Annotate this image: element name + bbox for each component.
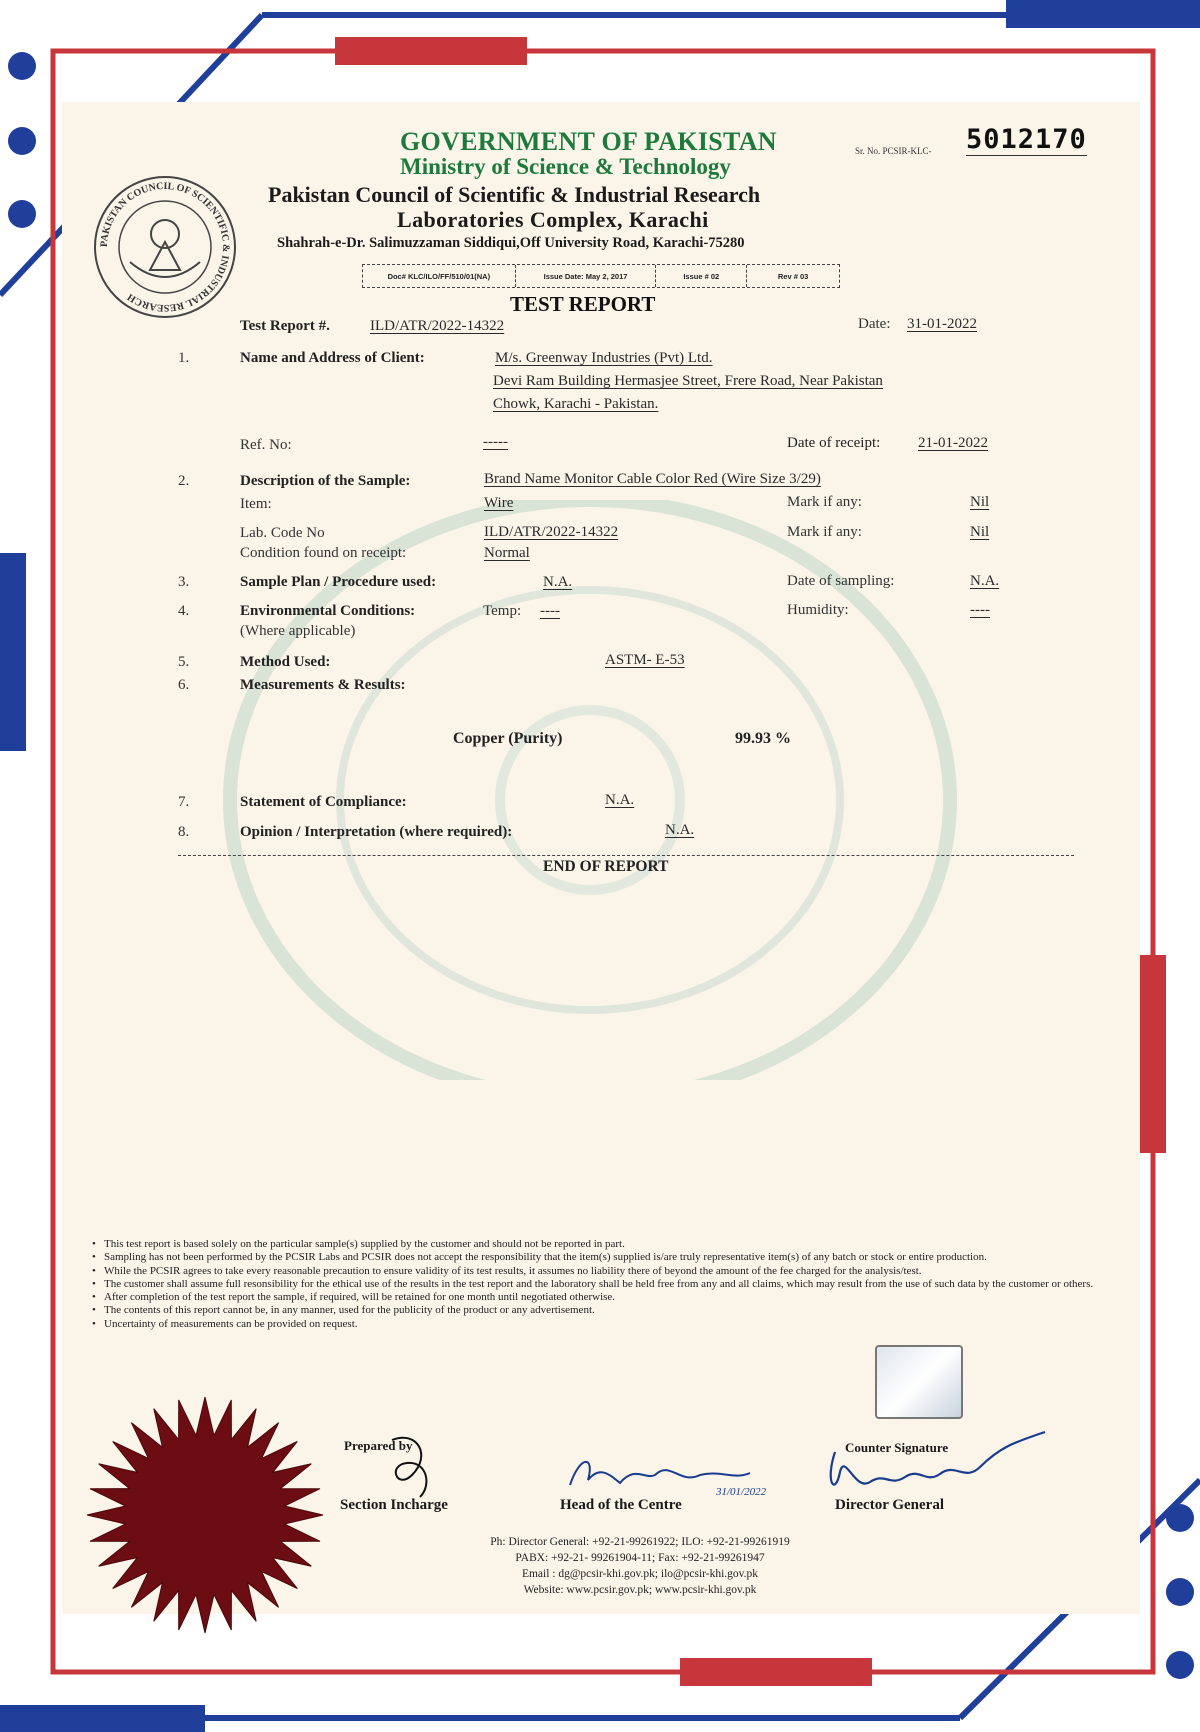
opinion-value: N.A. [665,822,695,838]
note-item: • While the PCSIR agrees to take every reasonable precaution to ensure validity of its test results, it assumes no liability there of beyond the amount of the fee charged for the analysis/test. [92,1265,1112,1278]
end-of-report: END OF REPORT [543,858,669,875]
frame-bar-left [0,553,26,751]
item-index: 5. [178,654,190,670]
temp-value: ---- [540,603,560,619]
sample-plan-value: N.A. [543,574,573,590]
end-divider [178,855,1074,856]
section-incharge-label: Section Incharge [340,1497,448,1513]
client-name: M/s. Greenway Industries (Pvt) Ltd. [495,350,713,366]
item-value: Wire [484,495,514,511]
ref-value: ----- [483,434,508,450]
report-title: TEST REPORT [510,292,656,316]
humidity-label: Humidity: [787,602,849,618]
report-date-label: Date: [858,316,891,332]
serial-number: 5012170 [966,124,1087,155]
frame-bar-red-top [335,37,527,65]
frame-dot [8,200,36,228]
doc-number: Doc# KLC/ILO/FF/510/01(NA) [363,265,516,287]
official-seal [85,1395,325,1635]
frame-bar-red-right [1140,955,1166,1153]
hologram-sticker [875,1345,963,1419]
frame-bar-top-right [1006,0,1200,28]
client-label: Name and Address of Client: [240,350,425,366]
council-title: Pakistan Council of Scientific & Industrial Research [268,182,761,207]
mark-label: Mark if any: [787,494,862,510]
prepared-by-label: Prepared by [344,1438,413,1453]
environment-sub-label: (Where applicable) [240,623,356,639]
item-index: 4. [178,603,190,619]
note-item: • After completion of the test report the sample, if required, will be retained for one month until negotiated otherwise. [92,1291,1112,1304]
director-signature [815,1422,1055,1507]
item-label: Item: [240,496,272,512]
item-index: 3. [178,574,190,590]
frame-dot [1166,1504,1194,1532]
environment-label: Environmental Conditions: [240,603,416,619]
lab-code-value: ILD/ATR/2022-14322 [484,524,619,540]
sampling-date-value: N.A. [970,573,1000,589]
head-of-centre-label: Head of the Centre [560,1497,682,1513]
opinion-label: Opinion / Interpretation (where required): [240,824,513,840]
compliance-label: Statement of Compliance: [240,794,407,810]
report-date: 31-01-2022 [907,316,977,332]
note-item: • The contents of this report cannot be, in any manner, used for the publicity of the product or any advertisement. [92,1304,1112,1317]
sample-plan-label: Sample Plan / Procedure used: [240,574,437,590]
doc-issue-date: Issue Date: May 2, 2017 [516,265,657,287]
mark2-label: Mark if any: [787,524,862,540]
ministry-title: Ministry of Science & Technology [400,154,731,179]
receipt-date-label: Date of receipt: [787,435,881,451]
humidity-value: ---- [970,602,990,618]
svg-text:PAKISTAN COUNCIL OF SCIENTIFIC: PAKISTAN COUNCIL OF SCIENTIFIC & INDUSTRIAL RESEARCH [98,180,232,314]
contact-pabx: PABX: +92-21- 99261904-11; Fax: +92-21-99261947 [515,1552,765,1564]
receipt-date: 21-01-2022 [918,435,988,451]
note-item: • The customer shall assume full resonsibility for the ethical use of the results in the test report and the laboratory shall be held free from any and all claims, which may result from the use of such data by the customer or others. [92,1278,1112,1291]
contact-phone: Ph: Director General: +92-21-99261922; ILO: +92-21-99261919 [490,1536,790,1548]
measurement-result: 99.93 % [735,730,791,747]
condition-value: Normal [484,545,530,561]
head-sign-date: 31/01/2022 [716,1486,767,1498]
serial-label: Sr. No. PCSIR-KLC- [855,146,932,156]
counter-signature-label: Counter Signature [845,1440,949,1455]
lab-code-label: Lab. Code No [240,525,325,541]
compliance-value: N.A. [605,792,635,808]
contact-website: Website: www.pcsir.gov.pk; www.pcsir-khi.gov.pk [523,1584,757,1596]
lab-complex-title: Laboratories Complex, Karachi [397,207,709,232]
government-title: GOVERNMENT OF PAKISTAN [400,127,777,156]
note-item: • This test report is based solely on the particular sample(s) supplied by the customer and should not be reported in part. [92,1238,1112,1251]
item-index: 1. [178,350,190,366]
contact-info [350,1534,930,1598]
frame-dot [1166,1651,1194,1679]
contact-email: Email : dg@pcsir-khi.gov.pk; ilo@pcsir-khi.gov.pk [521,1568,759,1580]
sample-description: Brand Name Monitor Cable Color Red (Wire Size 3/29) [484,471,821,487]
ref-label: Ref. No: [240,437,292,453]
client-address-line1: Devi Ram Building Hermasjee Street, Frere Road, Near Pakistan [493,373,883,389]
item-index: 7. [178,794,190,810]
note-item: • Uncertainty of measurements can be provided on request. [92,1318,1112,1331]
document-info-bar [362,264,840,288]
method-label: Method Used: [240,654,331,670]
mark-value: Nil [970,494,990,510]
report-number: ILD/ATR/2022-14322 [370,318,505,334]
measurements-label: Measurements & Results: [240,677,406,693]
mark2-value: Nil [970,524,990,540]
frame-dot [1166,1578,1194,1606]
method-value: ASTM- E-53 [605,652,685,668]
doc-issue: Issue # 02 [656,265,747,287]
frame-bar-red-bottom [680,1658,872,1686]
report-number-label: Test Report #. [240,318,330,334]
temp-label: Temp: [483,603,522,619]
director-general-label: Director General [835,1497,944,1513]
frame-bar-bottom-left [0,1705,205,1732]
institute-address: Shahrah-e-Dr. Salimuzzaman Siddiqui,Off University Road, Karachi-75280 [277,235,745,251]
item-index: 8. [178,824,190,840]
sample-description-label: Description of the Sample: [240,473,411,489]
item-index: 6. [178,677,190,693]
frame-dot [8,127,36,155]
client-address-line2: Chowk, Karachi - Pakistan. [493,396,659,412]
item-index: 2. [178,473,190,489]
measurement-parameter: Copper (Purity) [453,730,563,747]
sampling-date-label: Date of sampling: [787,573,895,589]
note-item: • Sampling has not been performed by the PCSIR Labs and PCSIR does not accept the responsibility that the item(s) supplied is/are truly representative item(s) of any batch or stock or entire production. [92,1251,1112,1264]
doc-rev: Rev # 03 [777,271,809,281]
notes-list [92,1238,1112,1331]
condition-label: Condition found on receipt: [240,545,407,561]
frame-dot [8,52,36,80]
pcsir-logo [90,172,240,322]
